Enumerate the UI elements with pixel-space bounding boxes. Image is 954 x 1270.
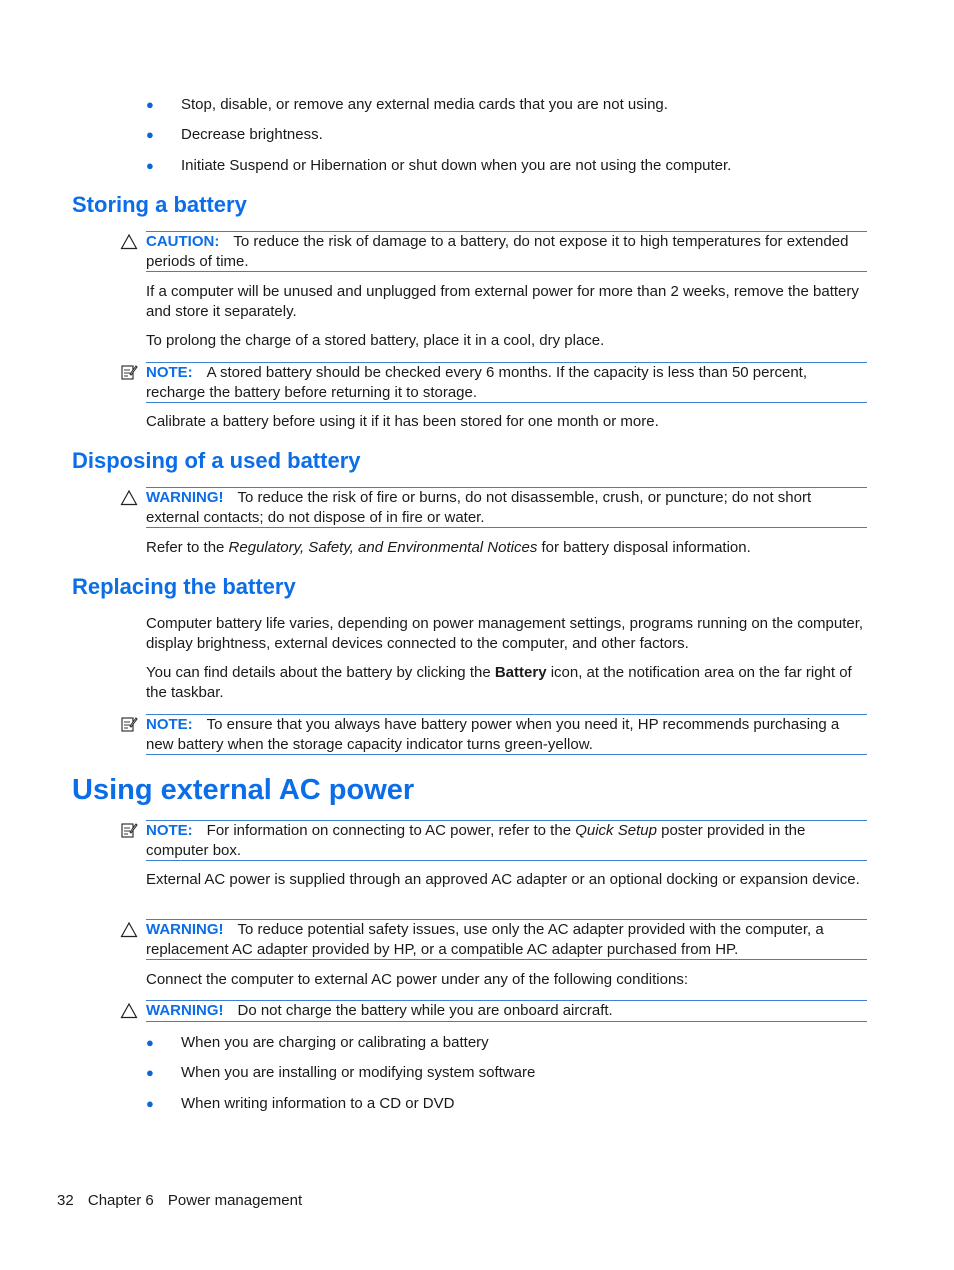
warning-triangle-icon xyxy=(120,1002,138,1020)
warning-triangle-icon xyxy=(120,921,138,939)
chapter-heading-ac-power: Using external AC power xyxy=(72,774,415,806)
chapter-label: Chapter 6 xyxy=(87,1192,154,1209)
paragraph: Calibrate a battery before using it if it has been stored for one month or more. xyxy=(146,413,659,430)
paragraph: Connect the computer to external AC power under any of the following conditions: xyxy=(146,971,688,988)
note-text: To ensure that you always have battery power when you need it, HP recommends purchasing a new battery when the storage capacity indicator turns green-yellow. xyxy=(146,716,840,753)
bullet-dot-icon: ● xyxy=(146,1065,154,1080)
battery-term: Battery xyxy=(494,664,547,681)
document-title-reference: Regulatory, Safety, and Environmental Notices xyxy=(228,539,538,556)
warning-text: To reduce the risk of fire or burns, do not disassemble, crush, or puncture; do not short external contacts; do not dispose of in fire or water. xyxy=(146,489,812,526)
warning-label: WARNING! xyxy=(146,489,224,506)
caution-text: To reduce the risk of damage to a battery, do not expose it to high temperatures for extended periods of time. xyxy=(146,233,849,270)
warning-triangle-icon xyxy=(120,489,138,507)
paragraph: Computer battery life varies, depending on power management settings, programs running on the computer, display brightness, external devices connected to the computer, and other factors. xyxy=(146,615,864,652)
paragraph: Refer to the Regulatory, Safety, and Environmental Notices for battery disposal information. xyxy=(146,539,751,556)
warning-label: WARNING! xyxy=(146,921,224,938)
bullet-dot-icon: ● xyxy=(146,1035,154,1050)
chapter-title: Power management xyxy=(167,1192,303,1209)
note-label: NOTE: xyxy=(146,716,193,733)
page-footer xyxy=(57,1191,312,1211)
warning-label: WARNING! xyxy=(146,1002,224,1019)
bullet-dot-icon: ● xyxy=(146,158,154,173)
note-notice xyxy=(146,714,867,755)
note-notice: NOTE: For information on connecting to AC power, refer to the Quick Setup poster provided in the computer box. xyxy=(146,820,867,861)
document-title-reference: Quick Setup xyxy=(575,822,657,839)
paragraph: You can find details about the battery by clicking the Battery icon, at the notification area on the far right of the taskbar. xyxy=(146,664,852,701)
warning-text: Do not charge the battery while you are onboard aircraft. xyxy=(237,1002,613,1019)
note-label: NOTE: xyxy=(146,822,193,839)
paragraph: If a computer will be unused and unplugged from external power for more than 2 weeks, remove the battery and store it separately. xyxy=(146,283,859,320)
warning-text: To reduce potential safety issues, use only the AC adapter provided with the computer, a replacement AC adapter provided by HP, or a compatible AC adapter purchased from HP. xyxy=(146,921,824,958)
section-heading-disposing: Disposing of a used battery xyxy=(72,448,361,473)
warning-triangle-icon xyxy=(120,233,138,251)
paragraph: External AC power is supplied through an approved AC adapter or an optional docking or expansion device. xyxy=(146,871,860,888)
warning-notice xyxy=(146,487,867,528)
bullet-dot-icon: ● xyxy=(146,97,154,112)
note-pencil-icon xyxy=(120,715,138,733)
bullet-dot-icon: ● xyxy=(146,127,154,142)
note-pencil-icon xyxy=(120,363,138,381)
bullet-dot-icon: ● xyxy=(146,1096,154,1111)
section-heading-replacing: Replacing the battery xyxy=(72,574,296,599)
note-notice xyxy=(146,362,867,403)
warning-notice xyxy=(146,1000,867,1022)
note-text: A stored battery should be checked every 6 months. If the capacity is less than 50 percent, recharge the battery before returning it to storage. xyxy=(146,364,808,401)
note-pencil-icon xyxy=(120,821,138,839)
warning-notice xyxy=(146,919,867,960)
caution-label: CAUTION: xyxy=(146,233,220,250)
note-label: NOTE: xyxy=(146,364,193,381)
paragraph: To prolong the charge of a stored battery, place it in a cool, dry place. xyxy=(146,332,605,349)
caution-notice xyxy=(146,231,867,272)
section-heading-storing: Storing a battery xyxy=(72,192,247,217)
page-number: 32 xyxy=(57,1192,74,1209)
